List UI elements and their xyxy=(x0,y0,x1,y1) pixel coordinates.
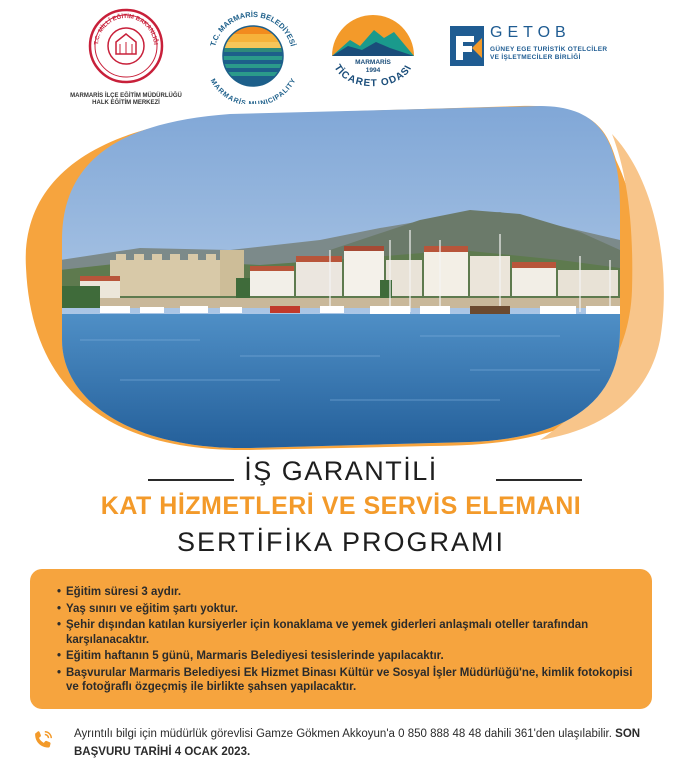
phone-icon xyxy=(32,729,54,751)
detail-accommodation: • Şehir dışından katılan kursiyerler için konaklama ve yemek giderleri anlaşmalı oteller tarafından karşılanacaktır. xyxy=(66,618,634,647)
title-program-name: KAT HİZMETLERİ VE SERVİS ELEMANI xyxy=(100,492,582,520)
getob-subtitle-line1: GÜNEY EGE TURİSTİK OTELCİLER xyxy=(490,46,608,53)
meb-caption-line2: HALK EĞİTİM MERKEZİ xyxy=(92,100,160,106)
detail-schedule: • Eğitim haftanın 5 günü, Marmaris Belediyesi tesislerinde yapılacaktır. xyxy=(66,649,634,664)
title-rule-right xyxy=(496,479,582,481)
getob-logo xyxy=(450,22,630,70)
title-certificate-program: SERTİFİKA PROGRAMI xyxy=(176,527,506,557)
meb-caption-line1: MARMARİS İLÇE EĞİTİM MÜDÜRLÜĞÜ xyxy=(70,93,182,99)
chamber-emblem-icon xyxy=(320,6,426,100)
hero-photo-frame xyxy=(0,100,682,460)
title-job-guarantee: İŞ GARANTİLİ xyxy=(244,456,438,486)
application-deadline: SON BAŞVURU TARİHİ 4 OCAK 2023. xyxy=(74,728,641,758)
chamber-of-commerce-logo xyxy=(320,6,426,100)
marmaris-harbor-photo xyxy=(0,100,682,460)
municipality-logo xyxy=(200,4,306,104)
meb-logo xyxy=(62,6,190,107)
municipality-top-text: T.C. MARMARİS BELEDİYESİ xyxy=(208,9,298,48)
getob-name: GETOB xyxy=(490,24,571,41)
chamber-city-text: MARMARİS xyxy=(355,59,391,66)
contact-details: Ayrıntılı bilgi için müdürlük görevlisi Gamze Gökmen Akkoyun'a 0 850 888 48 48 dahili 361'den ulaşılabilir. xyxy=(74,728,616,740)
meb-seal-icon xyxy=(76,6,176,84)
chamber-year-text: 1994 xyxy=(365,67,381,74)
chamber-name-text: TİCARET ODASI xyxy=(331,62,415,90)
detail-application: • Başvurular Marmaris Belediyesi Ek Hizmet Binası Kültür ve Sosyal İşler Müdürlüğü'ne, kimlik fotokopisi ve fotoğraflı özgeçmiş ile birlikte şahsen yapılacaktır. xyxy=(66,666,634,695)
getob-mark-icon xyxy=(450,26,484,66)
detail-duration: • Eğitim süresi 3 aydır. xyxy=(66,585,634,600)
detail-requirements: • Yaş sınırı ve eğitim şartı yoktur. xyxy=(66,602,634,617)
contact-info xyxy=(32,725,662,765)
program-title-block xyxy=(0,455,682,559)
municipality-emblem-icon xyxy=(200,4,306,104)
logo-bar xyxy=(0,0,682,112)
meb-seal-text: T.C. MİLLÎ EĞİTİM BAKANLIĞI xyxy=(93,13,158,46)
program-details-box xyxy=(30,569,652,709)
title-rule-left xyxy=(148,479,234,481)
program-details-list xyxy=(66,585,634,695)
municipality-bottom-text: MARMARİS NICIPALITY xyxy=(208,77,298,104)
getob-subtitle-line2: VE İŞLETMECİLER BİRLİĞİ xyxy=(490,54,581,61)
contact-text xyxy=(74,725,674,761)
